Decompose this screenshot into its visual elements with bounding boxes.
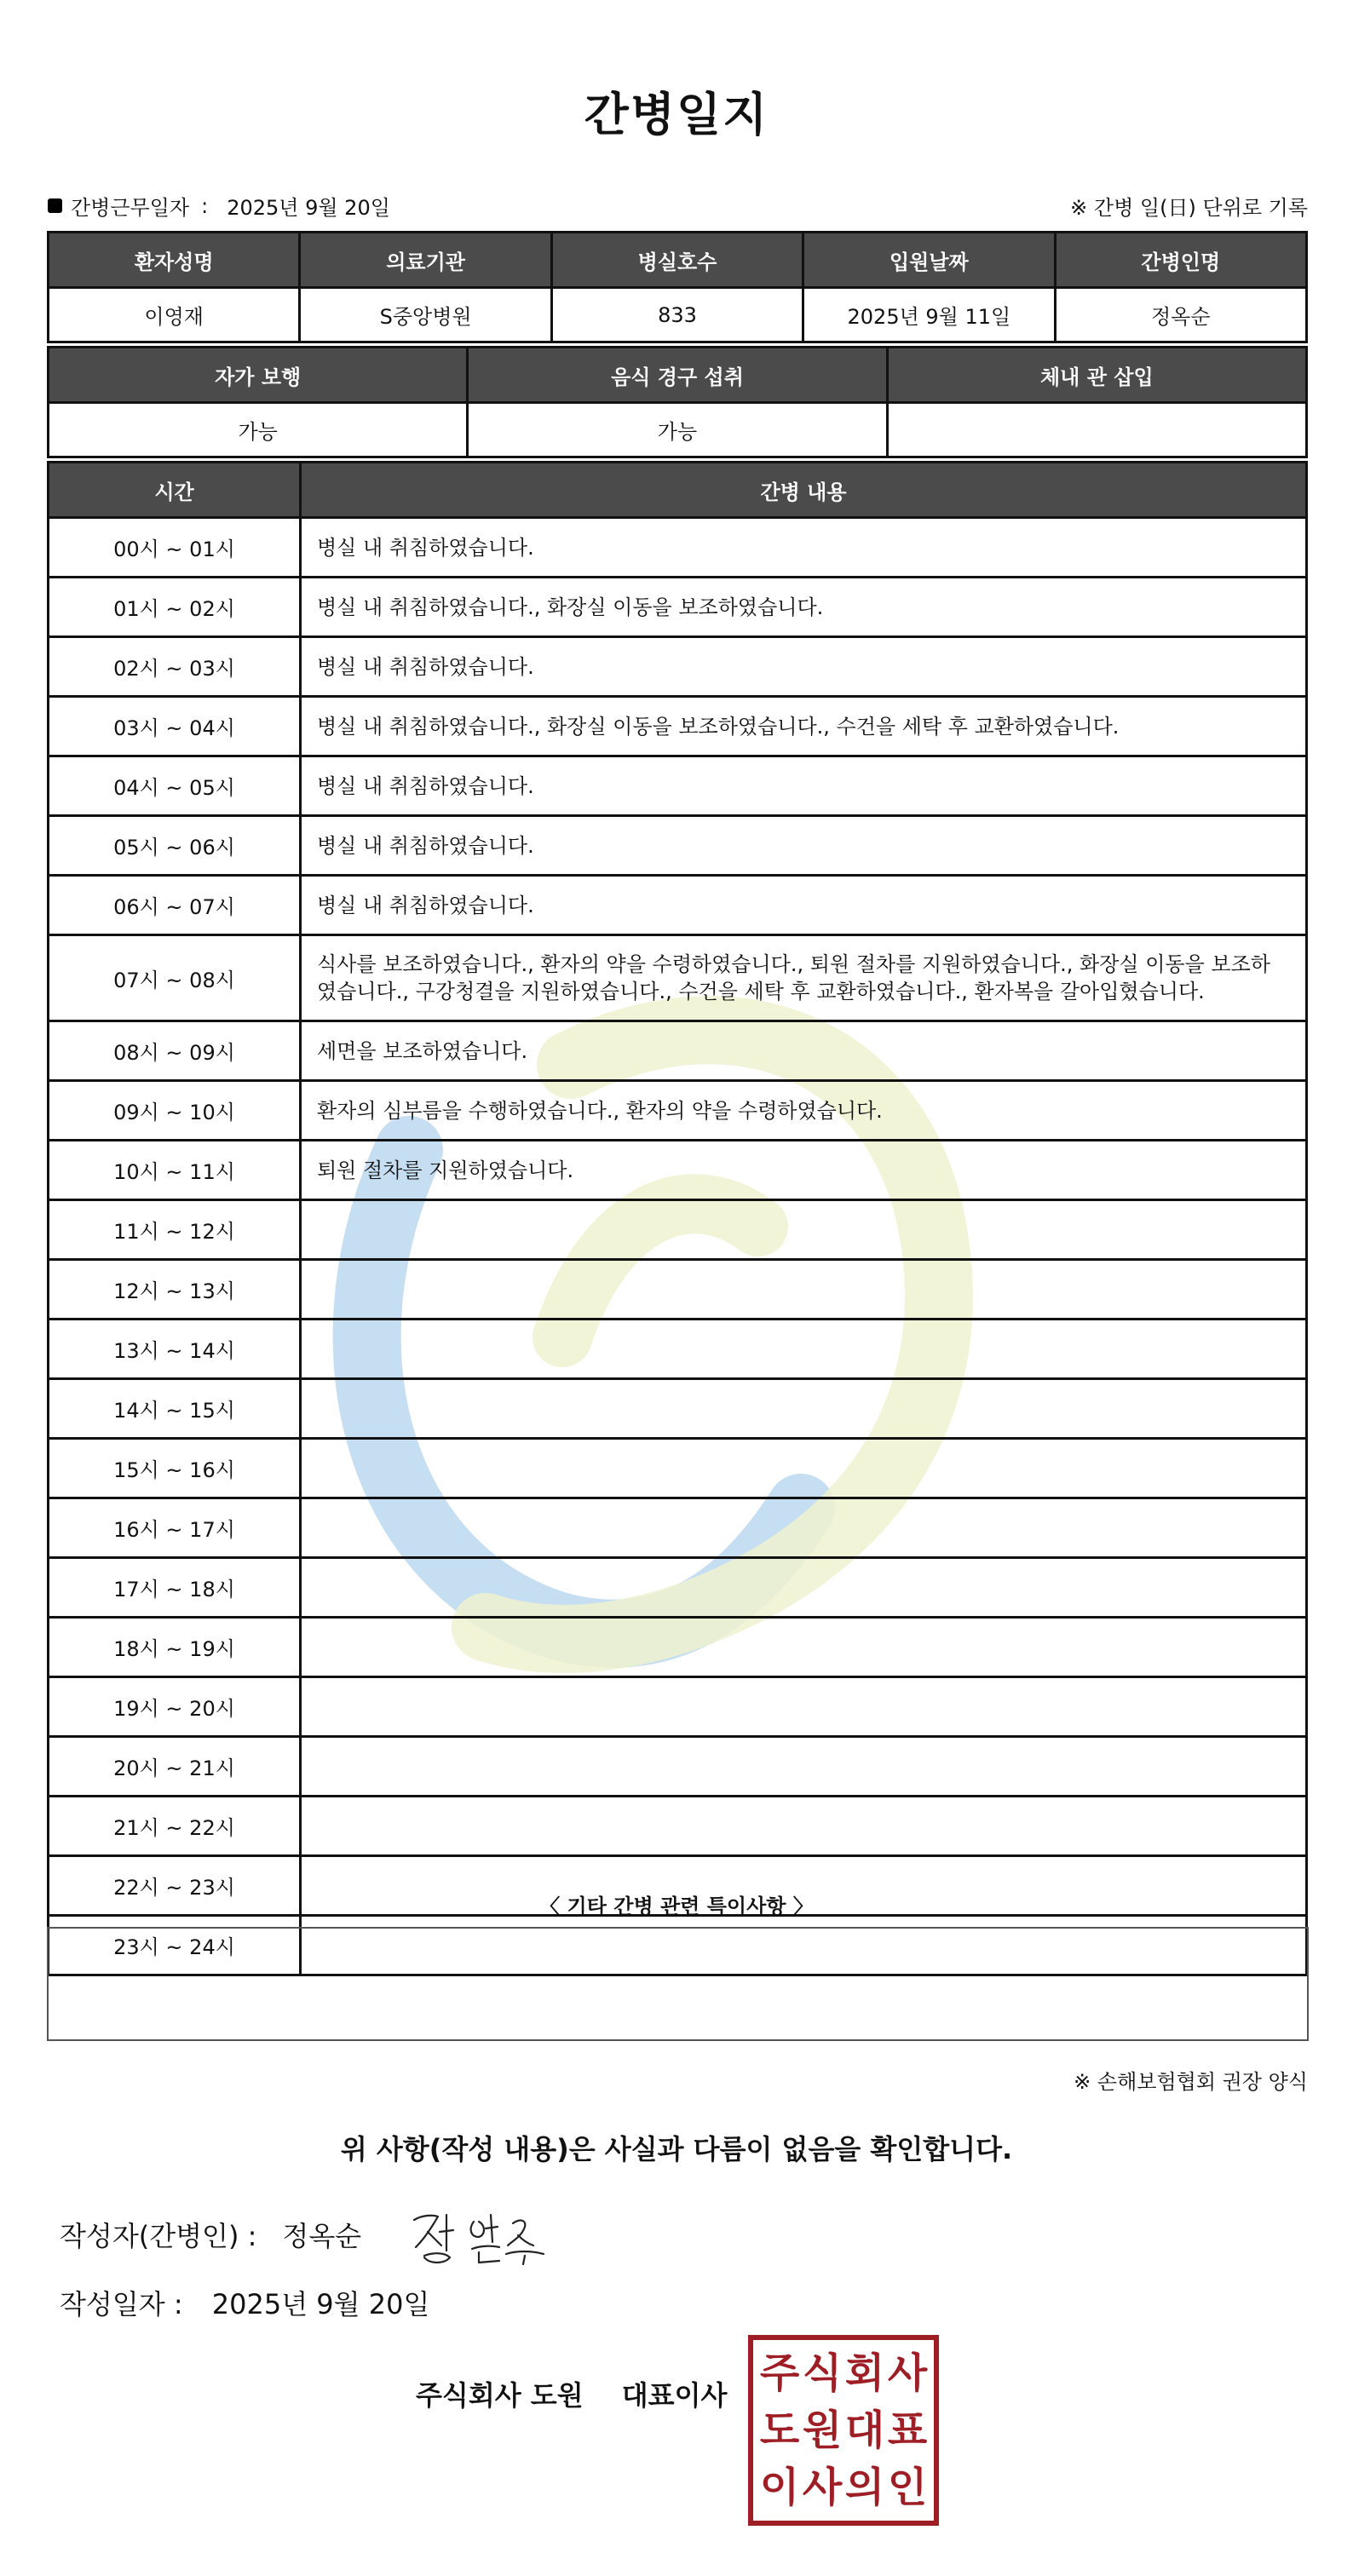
header-admission-date: 입원날짜 — [803, 233, 1055, 288]
header-self-walking: 자가 보행 — [49, 348, 468, 403]
care-log-row — [49, 756, 1307, 816]
care-log-row — [49, 1498, 1307, 1558]
care-log-time: 06시 ~ 07시 — [49, 876, 301, 935]
care-log-content — [301, 1558, 1307, 1618]
care-log-row — [49, 697, 1307, 756]
work-date-separator: : — [201, 193, 209, 218]
care-log-table — [47, 461, 1308, 1976]
care-log-content: 식사를 보조하였습니다., 환자의 약을 수령하였습니다., 퇴원 절차를 지원하였습니다., 화장실 이동을 보조하였습니다., 구강청결을 지원하였습니다., 수건을 세탁 후 교환하였습니다., 환자복을 갈아입혔습니다. — [301, 935, 1307, 1021]
handwritten-signature — [407, 2203, 552, 2271]
header-care-content: 간병 내용 — [301, 463, 1307, 518]
care-log-row — [49, 1618, 1307, 1677]
company-representative-title: 대표이사 — [621, 2379, 728, 2412]
header-room-number: 병실호수 — [551, 233, 803, 288]
care-log-time: 03시 ~ 04시 — [49, 697, 301, 756]
care-log-content — [301, 1797, 1307, 1856]
care-log-time: 23시 ~ 24시 — [49, 1916, 301, 1975]
care-log-time: 02시 ~ 03시 — [49, 637, 301, 697]
tube-insertion-value — [887, 403, 1306, 457]
seal-character: 식 — [802, 2349, 843, 2398]
written-date-label: 작성일자 : — [60, 2288, 183, 2320]
care-log-row — [49, 1320, 1307, 1379]
seal-character: 주 — [759, 2349, 800, 2398]
care-log-row — [49, 1737, 1307, 1797]
care-log-content — [301, 1260, 1307, 1320]
care-log-row — [49, 637, 1307, 697]
care-log-time: 05시 ~ 06시 — [49, 816, 301, 876]
room-number: 833 — [551, 288, 803, 342]
notes-box — [47, 1927, 1309, 2041]
admission-date: 2025년 9월 11일 — [803, 288, 1055, 342]
header-tube-insertion: 체내 관 삽입 — [887, 348, 1306, 403]
care-log-time: 21시 ~ 22시 — [49, 1797, 301, 1856]
hospital-name: S중앙병원 — [300, 288, 551, 342]
care-log-time: 17시 ~ 18시 — [49, 1558, 301, 1618]
care-log-time: 11시 ~ 12시 — [49, 1200, 301, 1260]
care-log-content: 병실 내 취침하였습니다., 화장실 이동을 보조하였습니다., 수건을 세탁 후 교환하였습니다. — [301, 697, 1307, 756]
patient-ability-table — [47, 346, 1308, 458]
care-log-content: 병실 내 취침하였습니다. — [301, 637, 1307, 697]
care-log-row — [49, 578, 1307, 637]
care-log-time: 16시 ~ 17시 — [49, 1498, 301, 1558]
care-log-time: 18시 ~ 19시 — [49, 1618, 301, 1677]
care-log-content: 병실 내 취침하였습니다. — [301, 816, 1307, 876]
seal-character: 인 — [887, 2463, 928, 2511]
document-title: 간병일지 — [584, 88, 769, 141]
care-log-content — [301, 1677, 1307, 1737]
patient-name: 이영재 — [49, 288, 300, 342]
care-log-content: 병실 내 취침하였습니다. — [301, 518, 1307, 578]
care-log-content: 세면을 보조하였습니다. — [301, 1021, 1307, 1081]
care-log-row — [49, 1797, 1307, 1856]
care-log-row — [49, 1081, 1307, 1141]
header-oral-intake: 음식 경구 섭취 — [468, 348, 887, 403]
care-log-time: 08시 ~ 09시 — [49, 1021, 301, 1081]
header-patient-name: 환자성명 — [49, 233, 300, 288]
form-source-note: ※ 손해보험협회 권장 양식 — [1074, 2070, 1308, 2094]
written-date-value: 2025년 9월 20일 — [211, 2288, 430, 2320]
company-signature-line — [416, 2374, 727, 2413]
care-log-time: 13시 ~ 14시 — [49, 1320, 301, 1379]
unit-note: ※ 간병 일(日) 단위로 기록 — [1070, 196, 1308, 220]
care-log-time: 00시 ~ 01시 — [49, 518, 301, 578]
seal-character: 이 — [759, 2463, 800, 2511]
care-log-content — [301, 1618, 1307, 1677]
care-log-row — [49, 876, 1307, 935]
seal-character: 회 — [844, 2349, 885, 2398]
seal-character: 원 — [802, 2406, 843, 2454]
care-log-row — [49, 935, 1307, 1021]
care-log-time: 09시 ~ 10시 — [49, 1081, 301, 1141]
care-log-row — [49, 1677, 1307, 1737]
care-log-content: 퇴원 절차를 지원하였습니다. — [301, 1141, 1307, 1200]
writer-name: 정옥순 — [282, 2220, 362, 2252]
care-log-content — [301, 1320, 1307, 1379]
writer-line — [60, 2215, 361, 2254]
care-log-content: 환자의 심부름을 수행하였습니다., 환자의 약을 수령하였습니다. — [301, 1081, 1307, 1141]
care-log-row — [49, 518, 1307, 578]
oral-intake-value: 가능 — [468, 403, 887, 457]
seal-character: 의 — [844, 2463, 885, 2511]
care-log-content — [301, 1498, 1307, 1558]
header-time: 시간 — [49, 463, 301, 518]
care-log-time: 01시 ~ 02시 — [49, 578, 301, 637]
company-seal-stamp — [748, 2335, 939, 2526]
care-log-time: 15시 ~ 16시 — [49, 1439, 301, 1498]
care-log-row — [49, 1200, 1307, 1260]
care-log-row — [49, 1439, 1307, 1498]
care-log-time: 20시 ~ 21시 — [49, 1737, 301, 1797]
care-log-row — [49, 1021, 1307, 1081]
confirmation-statement: 위 사항(작성 내용)은 사실과 다름이 없음을 확인합니다. — [340, 2133, 1013, 2165]
care-log-time: 10시 ~ 11시 — [49, 1141, 301, 1200]
care-log-row — [49, 816, 1307, 876]
work-date-label: 간병근무일자 — [71, 196, 190, 220]
company-name: 주식회사 도원 — [416, 2379, 584, 2412]
care-log-row — [49, 1260, 1307, 1320]
seal-character: 사 — [887, 2349, 928, 2398]
care-log-content: 병실 내 취침하였습니다. — [301, 756, 1307, 816]
work-date-line — [48, 191, 390, 221]
notes-title: 〈 기타 간병 관련 특이사항 〉 — [539, 1895, 814, 1918]
care-log-time: 19시 ~ 20시 — [49, 1677, 301, 1737]
seal-character: 대 — [844, 2406, 885, 2454]
care-log-row — [49, 1379, 1307, 1439]
care-log-time: 04시 ~ 05시 — [49, 756, 301, 816]
care-log-content — [301, 1379, 1307, 1439]
care-log-time: 22시 ~ 23시 — [49, 1856, 301, 1916]
care-log-content — [301, 1439, 1307, 1498]
seal-character: 표 — [887, 2406, 928, 2454]
written-date-line — [60, 2283, 429, 2322]
header-caregiver-name: 간병인명 — [1055, 233, 1306, 288]
care-log-rows — [49, 518, 1307, 1975]
square-bullet-icon — [48, 198, 62, 213]
writer-label: 작성자(간병인) : — [60, 2220, 257, 2252]
care-log-content: 병실 내 취침하였습니다., 화장실 이동을 보조하였습니다. — [301, 578, 1307, 637]
care-log-time: 14시 ~ 15시 — [49, 1379, 301, 1439]
seal-character: 사 — [802, 2463, 843, 2511]
seal-character: 도 — [759, 2406, 800, 2454]
care-log-time: 12시 ~ 13시 — [49, 1260, 301, 1320]
caregiver-name: 정옥순 — [1055, 288, 1306, 342]
care-log-content: 병실 내 취침하였습니다. — [301, 876, 1307, 935]
care-log-content — [301, 1737, 1307, 1797]
care-log-row — [49, 1141, 1307, 1200]
care-log-time: 07시 ~ 08시 — [49, 935, 301, 1021]
care-log-content — [301, 1200, 1307, 1260]
self-walking-value: 가능 — [49, 403, 468, 457]
work-date-value: 2025년 9월 20일 — [227, 196, 390, 220]
header-hospital: 의료기관 — [300, 233, 551, 288]
patient-info-table — [47, 231, 1308, 343]
care-log-row — [49, 1558, 1307, 1618]
